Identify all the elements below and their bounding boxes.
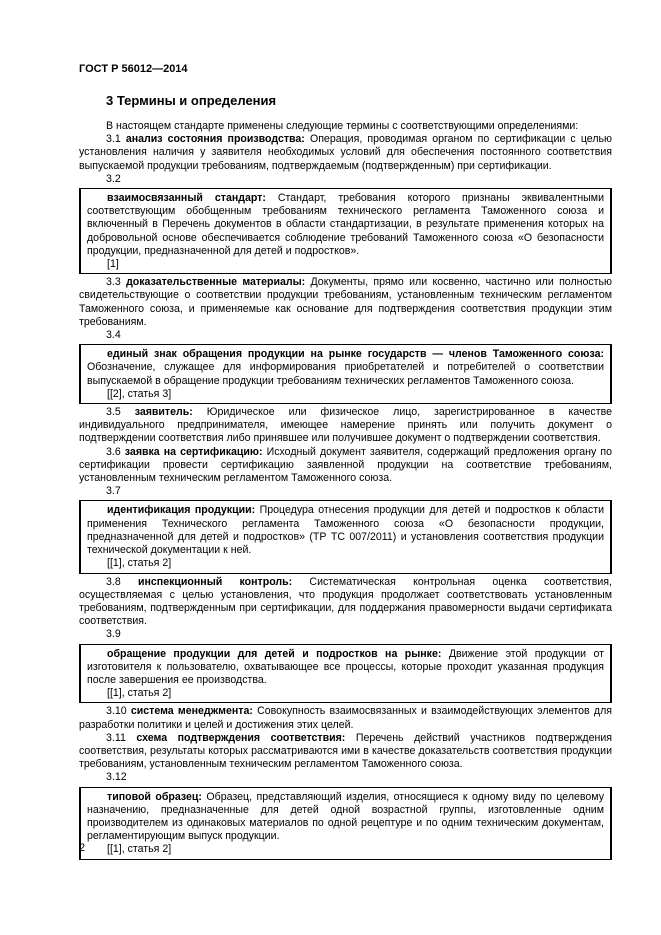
- term-3-12: [87, 791, 604, 844]
- term-number-3-12: 3.12: [106, 771, 127, 784]
- term-number-3-4: 3.4: [106, 329, 121, 342]
- term-source: [[1], статья 2]: [107, 843, 172, 856]
- term-3-9: [87, 648, 604, 688]
- term-3-2: [87, 192, 604, 258]
- term-number: 3.10: [106, 705, 127, 718]
- term-source: [1]: [107, 258, 119, 271]
- term-definition: Обозначение, служащее для информирования приобретателей и потребителей о соответствии выпускаемой в обращение продукции требованиям технических регламентов Таможенного союза.: [87, 361, 604, 387]
- term-definition: Операция, проводимая органом по сертификации с целью установления наличия у заявителя необходимых условий для обеспечения постоянного соответствия выпускаемой продукции требованиям, подтверждаемым (подтвержденным) при сертификации.: [79, 133, 612, 172]
- term-name: анализ состояния производства:: [125, 133, 305, 146]
- term-definition: Документы, прямо или косвенно, частично или полностью свидетельствующие о соответствии продукции требованиям, установленным техническим регламентом Таможенного союза, и применяемые как основание для подтверждения соответствия продукции этим требованиям.: [79, 276, 612, 328]
- term-number: 3.11: [106, 731, 126, 744]
- term-3-4: [87, 348, 604, 388]
- term-number-3-7: 3.7: [106, 485, 121, 498]
- term-name: доказательственные материалы:: [126, 276, 306, 289]
- term-name: идентификация продукции:: [107, 504, 256, 517]
- term-name: инспекционный контроль:: [138, 575, 293, 588]
- term-definition: Движение этой продукции от изготовителя к пользователю, охватывающее все процессы, которые проходит указанная продукция после завершения ее производства.: [87, 647, 604, 686]
- term-box-3-9: [79, 644, 612, 704]
- term-name: типовой образец:: [107, 790, 202, 803]
- term-number-3-9: 3.9: [106, 628, 121, 641]
- term-source: [[1], статья 2]: [107, 557, 172, 570]
- term-source: [[2], статья 3]: [107, 387, 172, 400]
- term-name: взаимосвязанный стандарт:: [107, 192, 266, 205]
- term-3-8: [79, 576, 612, 629]
- term-3-7: [87, 504, 604, 557]
- term-name: заявитель:: [134, 406, 193, 419]
- term-box-3-4: [79, 344, 612, 404]
- term-3-6: [79, 446, 612, 486]
- intro-paragraph: В настоящем стандарте применены следующие термины с соответствующими определениями:: [106, 120, 579, 132]
- term-name: обращение продукции для детей и подростков на рынке:: [107, 647, 442, 660]
- term-source: [[1], статья 2]: [107, 687, 172, 700]
- term-3-10: [79, 705, 612, 731]
- term-box-3-2: [79, 188, 612, 274]
- term-number: 3.1: [106, 133, 121, 146]
- term-name: заявка на сертификацию:: [124, 445, 263, 458]
- term-definition: Систематическая контрольная оценка соответствия, осуществляемая с целью установления, что продукция продолжает соответствовать установленным требованиям, подтвержденным при сертификации, для поддержания правомерности выдачи сертификата соответствия.: [79, 575, 612, 628]
- term-3-5: [79, 406, 612, 446]
- term-3-1: [79, 133, 612, 173]
- term-number: 3.5: [106, 406, 121, 419]
- term-definition: Совокупность взаимосвязанных и взаимодействующих элементов для разработки политики и целей и достижения этих целей.: [79, 705, 613, 731]
- term-box-3-7: [79, 500, 612, 573]
- term-box-3-12: [79, 787, 612, 860]
- term-3-3: [79, 276, 612, 329]
- term-number: 3.3: [106, 276, 121, 289]
- term-number-3-2: 3.2: [106, 172, 121, 185]
- term-definition: Исходный документ заявителя, содержащий предложения органу по сертификации провести сертификацию заявленной продукции на соответствие требованиям, установленным техническим регламентом Таможенного союза.: [79, 445, 612, 485]
- term-3-11: [79, 732, 612, 772]
- term-definition: Юридическое или физическое лицо, зарегистрированное в качестве индивидуального предпринимателя, имеющее намерение принять или получить документ о подтверждении соответствия либо принявшее или получившее документ о подтверждении соответствия.: [79, 406, 612, 445]
- term-number: 3.8: [106, 575, 121, 588]
- term-name: система менеджмента:: [130, 705, 253, 718]
- term-name: схема подтверждения соответствия:: [136, 731, 346, 744]
- term-name: единый знак обращения продукции на рынке государств — членов Таможенного союза:: [107, 348, 604, 361]
- term-definition: Перечень действий участников подтверждения соответствия, результаты которых рассматриваются ими в качестве доказательств соответствия продукции требованиям, установленным техническим регламентом Таможенного союза.: [79, 731, 612, 771]
- term-definition: Образец, представляющий изделия, относящиеся к одному виду по целевому назначению, предназначенные для детей одной возрастной группы, изготовленные одним производителем из одинаковых материалов по одной рецептуре и по одним техническим документам, регламентирующим выпуск продукции.: [87, 790, 604, 843]
- term-number: 3.6: [106, 445, 121, 458]
- page-number: 2: [79, 842, 86, 854]
- document-body: [79, 120, 612, 862]
- document-header: ГОСТ Р 56012—2014: [79, 63, 188, 75]
- section-title: 3 Термины и определения: [106, 93, 277, 108]
- term-definition: Стандарт, требования которого признаны эквивалентными соответствующим обобщенным требованиям технического регламента Таможенного союза и включенный в Перечень документов в области стандартизации, в результате применения которых на добровольной основе обеспечивается соблюдение требований Таможенного союза «О безопасности продукции, предназначенной для детей и подростков».: [87, 192, 604, 257]
- term-definition: Процедура отнесения продукции для детей и подростков к области применения Технического регламента Таможенного союза «О безопасности продукции, предназначенной для детей и подростков» (ТР ТС 007/2011) и установления соответствия продукции технической документации к ней.: [87, 504, 604, 557]
